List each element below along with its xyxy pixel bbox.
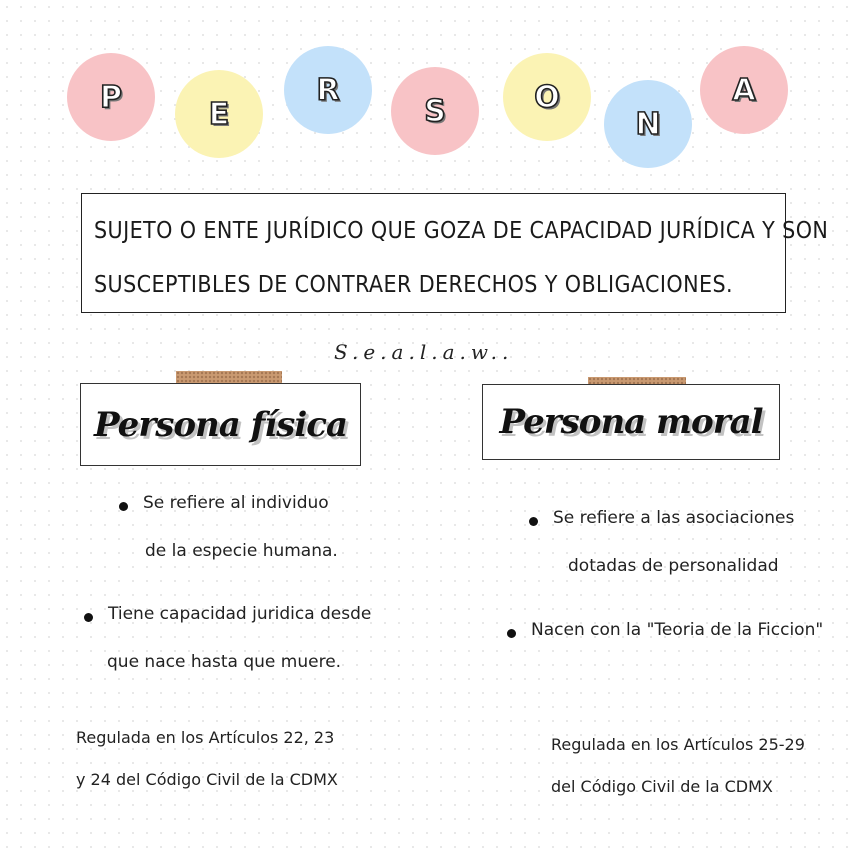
letter-circle-p <box>67 53 155 141</box>
bullet-dot <box>84 613 93 622</box>
title-letter: O <box>534 79 560 115</box>
persona-fisica-box <box>80 383 361 466</box>
fisica-bullet-2-line-1: Tiene capacidad juridica desde <box>108 604 372 624</box>
bullet-dot <box>507 629 516 638</box>
moral-bullet-2-line-1: Nacen con la "Teoria de la Ficcion" <box>531 620 824 640</box>
persona-fisica-title: Persona física <box>94 404 347 445</box>
persona-moral-title: Persona moral <box>499 402 763 442</box>
title-letter: N <box>635 106 661 142</box>
moral-bullet-1-line-1: Se refiere a las asociaciones <box>553 508 795 528</box>
letter-circle-n <box>604 80 692 168</box>
title-letter: R <box>316 72 340 108</box>
signature: S.e.a.l.a.w.. <box>334 340 514 364</box>
definition-line-1: SUJETO O ENTE JURÍDICO QUE GOZA DE CAPACIDAD JURÍDICA Y SON <box>94 218 829 244</box>
letter-circle-r <box>284 46 372 134</box>
fisica-bullet-1-line-2: de la especie humana. <box>145 541 338 561</box>
definition-box <box>81 193 829 313</box>
title-letter: S <box>424 93 446 129</box>
moral-reference-line-2: del Código Civil de la CDMX <box>551 777 773 796</box>
bullet-dot <box>529 517 538 526</box>
persona-moral-box <box>482 384 780 460</box>
fisica-reference-line-2: y 24 del Código Civil de la CDMX <box>76 770 338 789</box>
moral-bullet-1-line-2: dotadas de personalidad <box>568 556 779 576</box>
title-letter: P <box>100 79 122 115</box>
definition-line-2: SUSCEPTIBLES DE CONTRAER DERECHOS Y OBLIGACIONES. <box>94 272 733 298</box>
fisica-bullet-2-line-2: que nace hasta que muere. <box>107 652 342 672</box>
letter-circle-e <box>175 70 263 158</box>
fisica-reference-line-1: Regulada en los Artículos 22, 23 <box>76 728 335 747</box>
title-letter: A <box>732 72 756 108</box>
title-letter: E <box>208 96 230 132</box>
letter-circle-s <box>391 67 479 155</box>
letter-circle-o <box>503 53 591 141</box>
letter-circle-a <box>700 46 788 134</box>
bullet-dot <box>119 502 128 511</box>
fisica-bullet-1-line-1: Se refiere al individuo <box>143 493 329 513</box>
moral-reference-line-1: Regulada en los Artículos 25-29 <box>551 735 805 754</box>
